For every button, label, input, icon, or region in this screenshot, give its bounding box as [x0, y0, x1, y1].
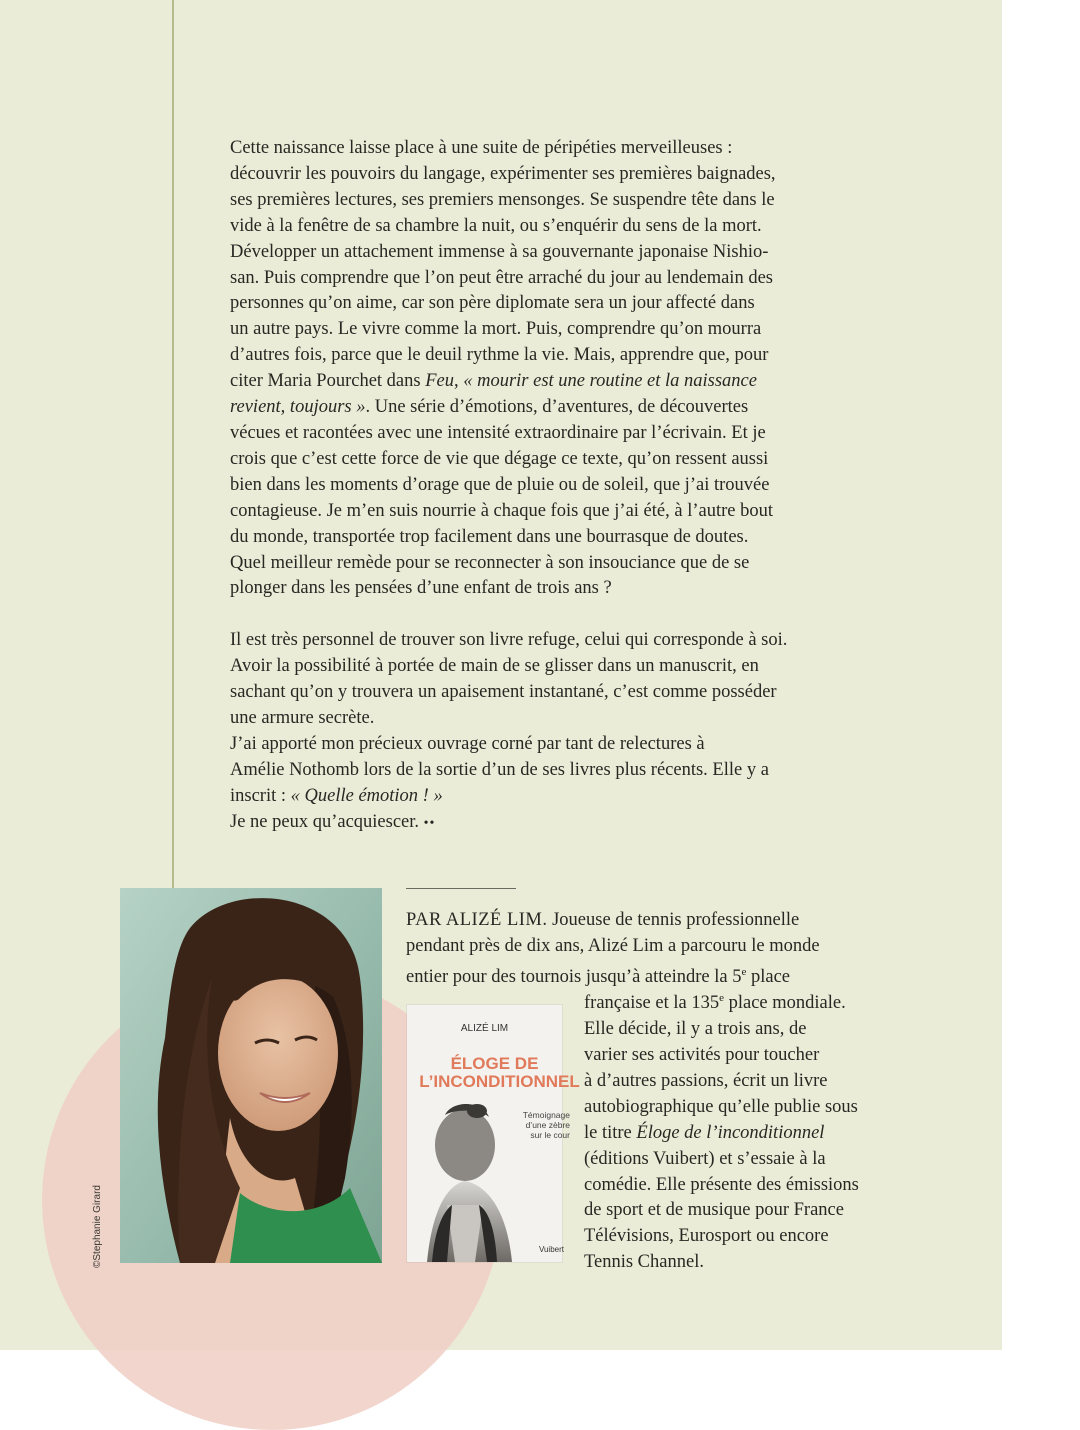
quote-continuation: . Une série d’émotions, d’aventures, de découvertes	[365, 397, 749, 418]
portrait-illustration	[120, 888, 382, 1263]
book-title-line: ÉLOGE DE	[450, 1054, 539, 1073]
text-line: vide à la fenêtre de sa chambre la nuit, ou s’enquérir du sens de la mort.	[230, 215, 762, 236]
quote-intro: citer Maria Pourchet dans	[230, 371, 426, 392]
book-author: ALIZÉ LIM	[460, 1023, 509, 1034]
quote-text: revient, toujours »	[230, 397, 366, 418]
bio-line: comédie. Elle présente des émissions	[584, 1174, 859, 1195]
text-line	[230, 784, 870, 810]
bio-text: le titre	[584, 1122, 637, 1143]
bio-line: pendant près de dix ans, Alizé Lim a parcouru le monde	[406, 935, 820, 956]
text-line: Cette naissance laisse place à une suite de péripéties merveilleuses :	[230, 138, 733, 158]
bio-line: de sport et de musique pour France	[584, 1200, 844, 1221]
text-line: sachant qu’on y trouvera un apaisement instantané, c’est comme posséder	[230, 682, 777, 703]
text-line: du monde, transportée trop facilement dans une bourrasque de doutes.	[230, 526, 749, 547]
inscription-quote: « Quelle émotion ! »	[290, 785, 443, 806]
text-line	[230, 810, 870, 837]
text-line: Il est très personnel de trouver son livre refuge, celui qui corresponde à soi.	[230, 630, 788, 651]
bio-text: place	[746, 966, 791, 987]
bio-text: place mondiale.	[723, 993, 846, 1014]
bio-line: varier ses activités pour toucher	[584, 1044, 820, 1065]
closing-line: Je ne peux qu’acquiescer.	[230, 811, 420, 832]
bio-rule	[406, 888, 516, 889]
text-line: Développer un attachement immense à sa gouvernante japonaise Nishio-	[230, 241, 769, 262]
book-title-feu: Feu	[425, 371, 454, 392]
book-subtitle-line: sur le cour	[530, 1130, 570, 1140]
book-title-italic: Éloge de l’inconditionnel	[636, 1122, 825, 1143]
text-line	[230, 395, 870, 421]
quote-text: « mourir est une routine et la naissance	[463, 371, 757, 392]
bio-line: à d’autres passions, écrit un livre	[584, 1070, 828, 1091]
photo-credit: ©Stephanie Girard	[92, 1185, 103, 1268]
paragraph-1	[230, 136, 870, 602]
book-title	[407, 1055, 582, 1091]
comma: ,	[453, 371, 464, 392]
text-line: Quel meilleur remède pour se reconnecter à son insouciance que de se	[230, 552, 750, 573]
text-line: plonger dans les pensées d’une enfant de trois ans ?	[230, 578, 612, 599]
text-line: découvrir les pouvoirs du langage, expérimenter ses premières baignades,	[230, 163, 776, 184]
text-line: un autre pays. Le vivre comme la mort. Puis, comprendre qu’on mourra	[230, 319, 762, 340]
book-subtitle	[510, 1110, 570, 1140]
bio-line	[584, 986, 924, 1017]
book-subtitle-line: Témoignage	[522, 1110, 570, 1120]
text-line: personnes qu’on aime, car son père diplomate sera un jour affecté dans	[230, 293, 755, 314]
byline: PAR ALIZÉ LIM.	[406, 910, 548, 930]
bio-line: autobiographique qu’elle publie sous	[584, 1096, 858, 1117]
bio-line	[406, 908, 926, 934]
text-line: Amélie Nothomb lors de la sortie d’un de ses livres plus récents. Elle y a	[230, 759, 769, 780]
text-line: crois que c’est cette force de vie que dégage ce texte, qu’on ressent aussi	[230, 448, 769, 469]
text-line: J’ai apporté mon précieux ouvrage corné par tant de relectures à	[230, 733, 705, 754]
book-cover	[407, 1005, 580, 1262]
bio-line: Elle décide, il y a trois ans, de	[584, 1019, 807, 1040]
text-line: d’autres fois, parce que le deuil rythme la vie. Mais, apprendre que, pour	[230, 345, 769, 366]
end-ornament: ••	[423, 815, 436, 831]
vertical-rule	[172, 0, 174, 888]
bio-text: française et la 135	[584, 993, 720, 1014]
bio-text: Joueuse de tennis professionnelle	[547, 910, 800, 930]
paragraph-gap	[230, 602, 870, 628]
text-line: une armure secrète.	[230, 708, 375, 729]
book-title-line: L’INCONDITIONNEL	[419, 1072, 580, 1091]
text-line	[230, 369, 870, 395]
bio-line: (éditions Vuibert) et s’essaie à la	[584, 1148, 826, 1169]
text-line: vécues et racontées avec une intensité extraordinaire par l’écrivain. Et je	[230, 422, 766, 443]
text-line: bien dans les moments d’orage que de pluie ou de soleil, que j’ai trouvée	[230, 474, 770, 495]
superscript: e	[719, 992, 724, 1004]
bio-line: Télévisions, Eurosport ou encore	[584, 1226, 829, 1247]
paragraph-2	[230, 628, 870, 836]
article-body	[230, 136, 870, 837]
inscription-prefix: inscrit :	[230, 785, 291, 806]
book-subtitle-line: d’une zèbre	[525, 1120, 570, 1130]
text-line: contagieuse. Je m’en suis nourrie à chaque fois que j’ai été, à l’autre bout	[230, 500, 773, 521]
bio-line	[584, 1121, 924, 1147]
book-publisher: Vuibert	[538, 1245, 564, 1254]
bio-text: entier pour des tournois jusqu’à atteindre la 5	[406, 966, 742, 987]
text-line: san. Puis comprendre que l’on peut être arraché du jour au lendemain des	[230, 267, 773, 288]
author-bio-lower	[584, 986, 924, 1276]
author-bio-top	[406, 908, 926, 991]
text-line: Avoir la possibilité à portée de main de se glisser dans un manuscrit, en	[230, 656, 759, 677]
bio-line: Tennis Channel.	[584, 1252, 704, 1273]
text-line: ses premières lectures, ses premiers mensonges. Se suspendre tête dans le	[230, 189, 775, 210]
superscript: e	[741, 965, 747, 978]
author-photo	[120, 888, 382, 1263]
